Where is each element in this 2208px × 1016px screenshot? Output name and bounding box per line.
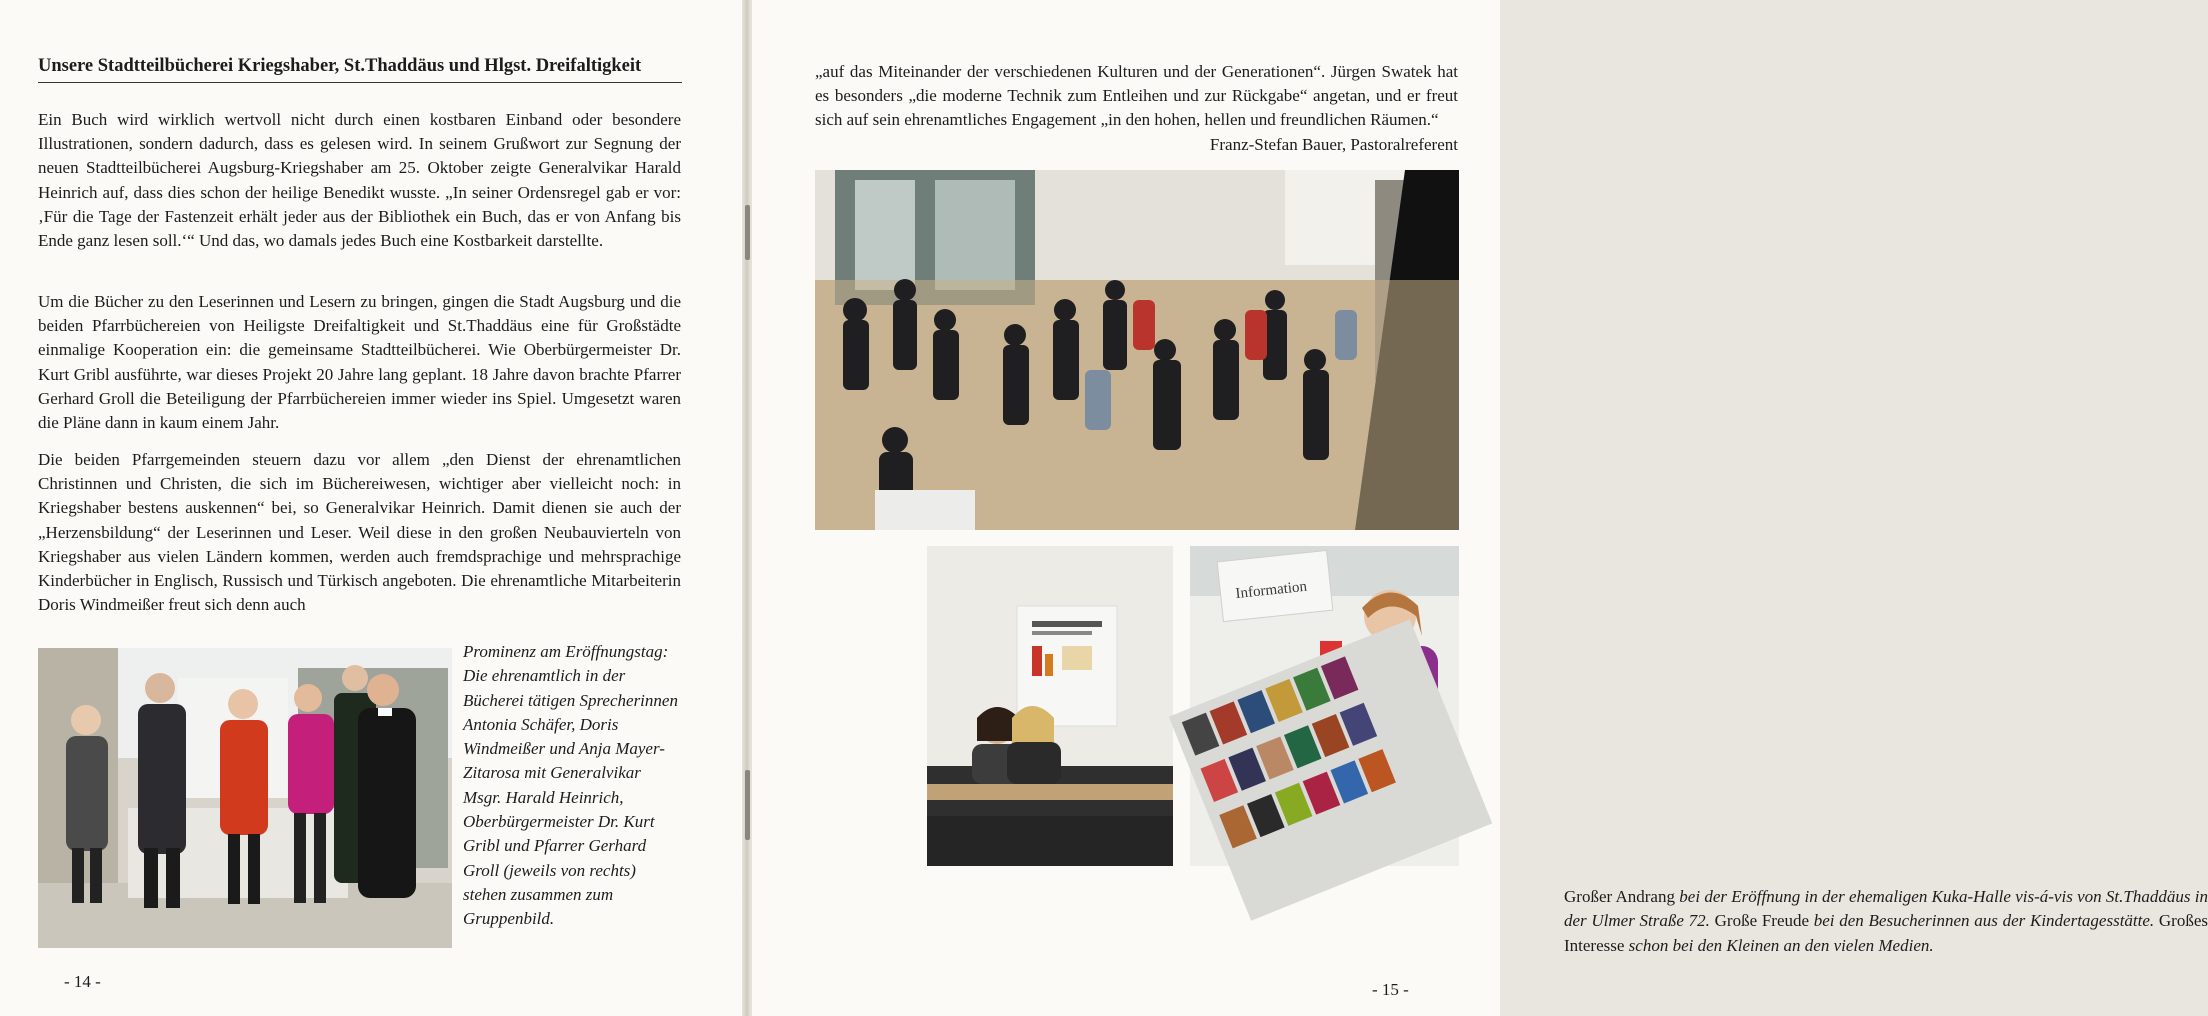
article-title: Unsere Stadtteilbücherei Kriegshaber, St.Thaddäus und Hlgst. Dreifaltigkeit xyxy=(38,56,682,83)
caption-part-5: Großes Interesse xyxy=(1564,911,2208,955)
page-right xyxy=(752,0,2208,1016)
child-media-photo xyxy=(1190,546,1459,866)
caption-part-2: bei der Eröffnung in der ehemaligen Kuka-Halle vis-á-vis von St.Thaddäus in der Ulmer Straße 72. xyxy=(1564,887,2208,931)
paragraph-2: Um die Bücher zu den Leserinnen und Lesern zu bringen, gingen die Stadt Augsburg und die beiden Pfarrbüchereien von Heiligste Dreifaltigkeit und St.Thaddäus eine für Großstädte einmalige Kooperation ein: die gemeinsame Stadtteilbücherei. Wie Oberbürgermeister Dr. Kurt Gribl ausführte, war dieses Projekt 20 Jahre lang geplant. 18 Jahre davon brachte Pfarrer Gerhard Groll die Beteiligung der Pfarrbüchereien immer wieder ins Spiel. Umgesetzt waren die Pläne dann in kaum einem Jahr. xyxy=(38,292,681,433)
continued-paragraph xyxy=(815,60,1458,157)
caption-part-3: Große Freude xyxy=(1714,911,1810,931)
staple-bottom xyxy=(745,770,750,840)
visitors-photo xyxy=(927,546,1173,866)
author-signature: Franz-Stefan Bauer, Pastoralreferent xyxy=(1209,134,1458,154)
paragraph-3: Die beiden Pfarrgemeinden steuern dazu vor allem „den Dienst der ehrenamtlichen Christinnen und Christen, die sich im Büchereiwesen, wichtiger aber vielleicht noch: in Kriegshaber bestens auskennen“ bei, so Generalvikar Heinrich. Damit dienen sie auch der „Herzensbildung“ der Leserinnen und Leser. Weil diese in den großen Neubauvierteln von Kriegshaber aus vielen Ländern kommen, werden auch fremdsprachige und mehrsprachige Kinderbücher in Englisch, Russisch und Türkisch angeboten. Die ehrenamtliche Mitarbeiterin Doris Windmeißer freut sich denn auch xyxy=(38,450,681,615)
caption-part-4: bei den Besucherinnen aus der Kindertagesstätte. xyxy=(1809,911,2159,931)
caption-part-6: schon bei den Kleinen an den vielen Medien. xyxy=(1624,935,1934,955)
information-sign: Information xyxy=(1234,578,1308,603)
page-left xyxy=(0,0,744,1016)
staple-top xyxy=(745,205,750,260)
page-number-left: - 14 - xyxy=(64,972,101,991)
crowd-photo xyxy=(815,170,1459,530)
paragraph-1: Ein Buch wird wirklich wertvoll nicht durch einen kostbaren Einband oder besondere Illustrationen, sondern dadurch, dass es gelesen wird. In seinem Grußwort zur Segnung der neuen Stadtteilbücherei Augsburg-Kriegshaber am 25. Oktober zeigte Generalvikar Harald Heinrich auf, dass dies schon der heilige Benedikt wusste. „In seiner Ordensregel gab er vor: ‚Für die Tage der Fastenzeit erhält jeder aus der Bibliothek ein Buch, das er von Anfang bis Ende ganz lesen soll.‘“ Und das, wo damals jedes Buch eine Kostbarkeit darstellte. xyxy=(38,110,681,251)
page-number-right: - 15 - xyxy=(1372,980,1409,999)
group-photo xyxy=(38,648,452,948)
caption-part-1: Großer Andrang xyxy=(1564,887,1675,906)
right-photo-caption xyxy=(1564,885,2208,958)
group-photo-caption: Prominenz am Eröffnungstag: Die ehrenamtlich in der Bücherei tätigen Sprecherinnen Antonia Schäfer, Doris Windmeißer und Anja Mayer-Zitarosa mit Generalvikar Msgr. Harald Heinrich, Oberbürgermeister Dr. Kurt Gribl und Pfarrer Gerhard Groll (jeweils von rechts) stehen zusammen zum Gruppenbild. xyxy=(463,642,678,929)
continued-text: „auf das Miteinander der verschiedenen Kulturen und der Generationen“. Jürgen Swatek hat es besonders „die moderne Technik zum Entleihen und zur Rückgabe“ angetan, und er freut sich auf sein ehrenamtliches Engagement „in den hohen, hellen und freundlichen Räumen.“ xyxy=(815,62,1458,130)
